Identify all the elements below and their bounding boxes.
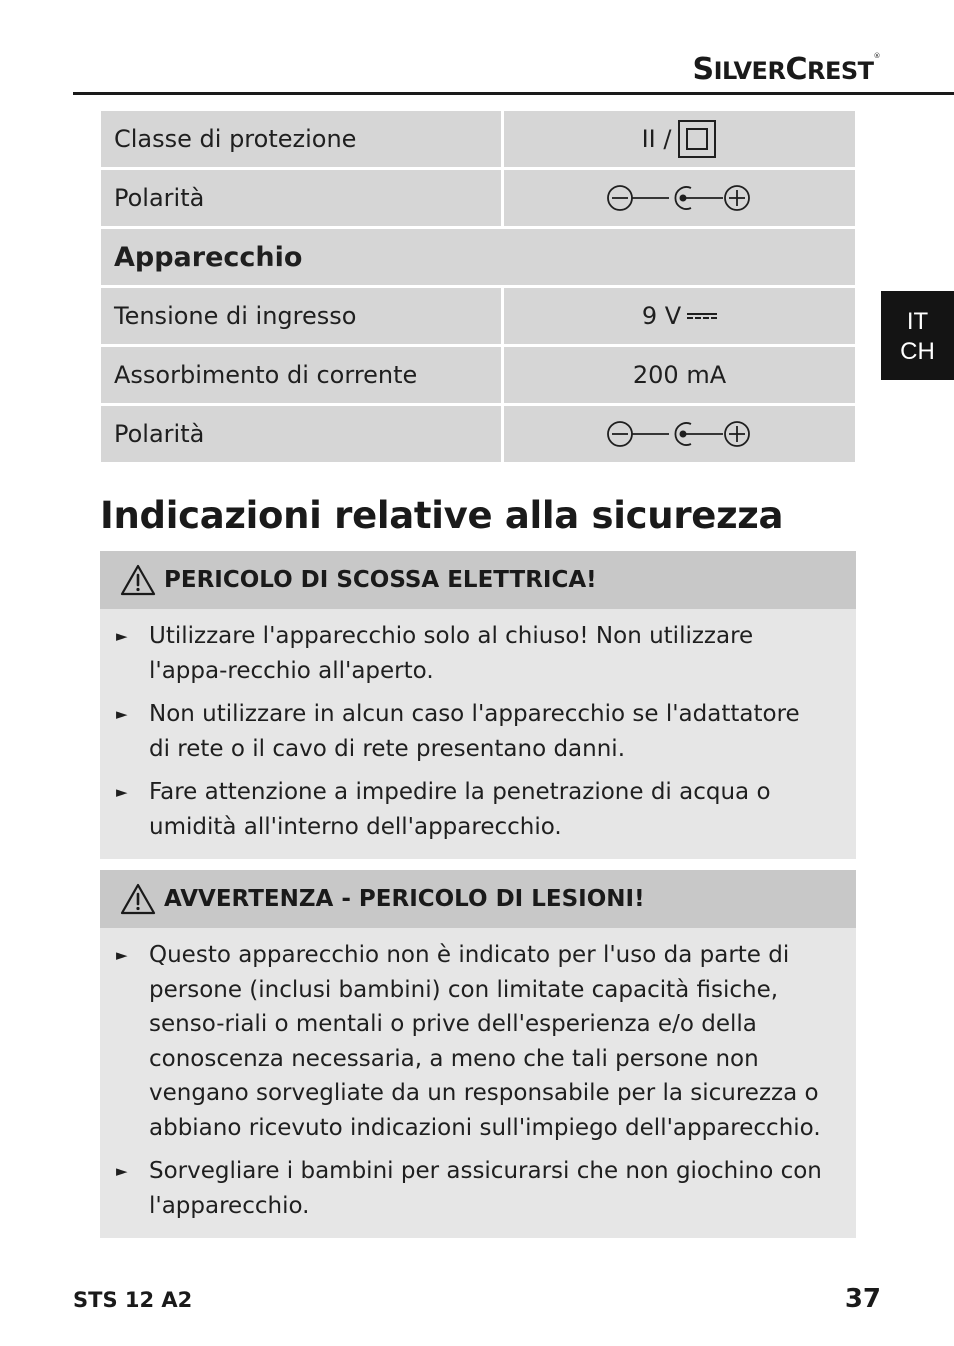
header-rule (73, 92, 954, 95)
language-tab-line1: IT (906, 308, 929, 335)
table-cell-label: Polarità (101, 170, 501, 226)
warning-box-injury (100, 870, 856, 1238)
warning-list (100, 609, 856, 859)
table-row (101, 347, 855, 403)
warning-header (100, 870, 856, 928)
direct-current-icon (687, 312, 717, 320)
table-cell-label: Polarità (101, 406, 501, 462)
brand-logo: SILVERCREST® (692, 52, 880, 87)
table-cell-value (504, 406, 855, 462)
list-item: ► Sorvegliare i bambini per assicurarsi che non giochino con l'apparecchio. (116, 1154, 826, 1223)
polarity-icon (605, 419, 755, 449)
warning-header (100, 551, 856, 609)
bullet-arrow-icon: ► (116, 705, 128, 723)
warning-title: PERICOLO DI SCOSSA ELETTRICA! (164, 567, 597, 593)
page-title: Indicazioni relative alla sicurezza (100, 494, 784, 537)
footer-model: STS 12 A2 (73, 1288, 193, 1312)
bullet-arrow-icon: ► (116, 1162, 128, 1180)
table-row (101, 406, 855, 462)
language-tab-line2: CH (900, 338, 935, 365)
spec-table (101, 111, 855, 465)
list-item: ► Fare attenzione a impedire la penetrazione di acqua o umidità all'interno dell'apparecchio. (116, 775, 826, 844)
bullet-arrow-icon: ► (116, 783, 128, 801)
bullet-arrow-icon: ► (116, 946, 128, 964)
list-item: ► Questo apparecchio non è indicato per l'uso da parte di persone (inclusi bambini) con limitate capacità fisiche, senso-riali o mentali o prive dell'esperienza e/o della conoscenza necessaria, a meno che tali persone non vengano sorvegliate da un responsabile per la sicurezza o abbiano ricevuto indicazioni sull'impiego dell'apparecchio. (116, 938, 826, 1145)
list-item: ► Non utilizzare in alcun caso l'apparecchio se l'adattatore di rete o il cavo di rete presentano danni. (116, 697, 826, 766)
table-cell-value (504, 170, 855, 226)
table-cell-label: Assorbimento di corrente (101, 347, 501, 403)
warning-triangle-icon (120, 564, 156, 596)
warning-triangle-icon (120, 883, 156, 915)
table-row (101, 111, 855, 167)
table-cell-value: 200 mA (504, 347, 855, 403)
polarity-icon (605, 183, 755, 213)
page-number: 37 (844, 1284, 881, 1314)
bullet-arrow-icon: ► (116, 627, 128, 645)
table-cell-label: Tensione di ingresso (101, 288, 501, 344)
warning-box-electric-shock (100, 551, 856, 859)
protection-class-ii-icon (677, 119, 717, 159)
table-section-row (101, 229, 855, 285)
warning-list (100, 928, 856, 1238)
table-cell-value: II / (504, 111, 855, 167)
table-row (101, 288, 855, 344)
language-tab (881, 291, 954, 380)
warning-title: AVVERTENZA - PERICOLO DI LESIONI! (164, 886, 645, 912)
list-item: ► Utilizzare l'apparecchio solo al chiuso! Non utilizzare l'appa-recchio all'aperto. (116, 619, 826, 688)
table-section-title: Apparecchio (101, 229, 855, 285)
table-cell-label: Classe di protezione (101, 111, 501, 167)
table-cell-value: 9 V (504, 288, 855, 344)
table-row (101, 170, 855, 226)
